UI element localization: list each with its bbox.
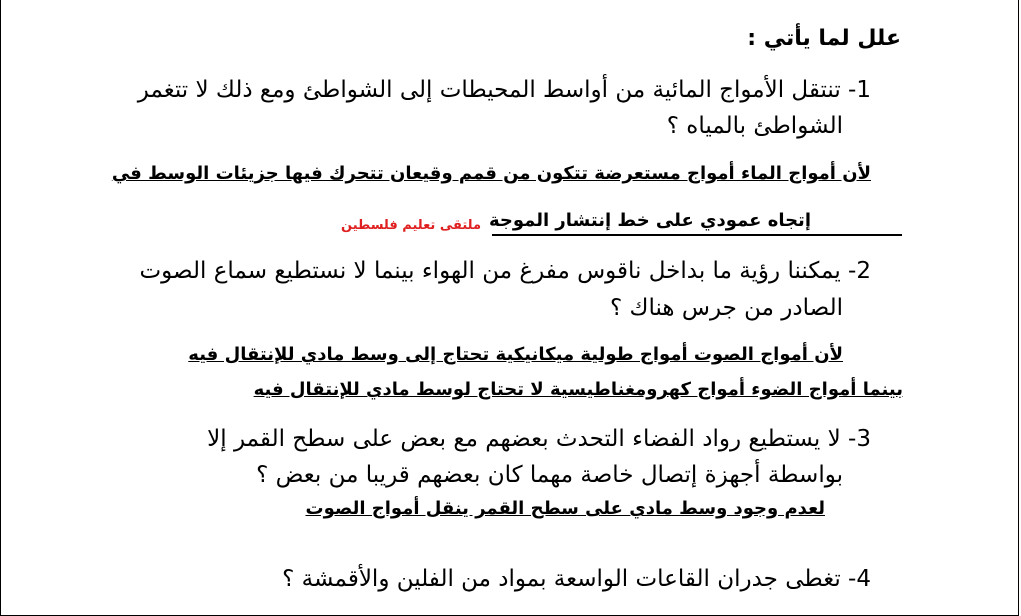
question-4-line-1: 4- تغطى جدران القاعات الواسعة بمواد من الفلين والأقمشة ؟ bbox=[282, 566, 871, 592]
section-heading: علل لما يأتي : bbox=[747, 26, 901, 51]
answer-3-line-1: لعدم وجود وسط مادي على سطح القمر ينقل أمواج الصوت bbox=[305, 498, 825, 519]
answer-1-line-2: إتجاه عمودي على خط إنتشار الموجة bbox=[489, 210, 811, 231]
question-3-line-1: 3- لا يستطيع رواد الفضاء التحدث بعضهم مع بعض على سطح القمر إلا bbox=[207, 426, 871, 452]
answer-2-line-2: بينما أمواج الضوء أمواج كهرومغناطيسية لا تحتاج لوسط مادي للإنتقال فيه bbox=[253, 379, 903, 400]
answer-1-line-1: لأن أمواج الماء أمواج مستعرضة تتكون من قمم وقيعان تتحرك فيها جزيئات الوسط في bbox=[111, 163, 871, 184]
question-1-line-2: الشواطئ بالمياه ؟ bbox=[666, 113, 843, 139]
question-1-line-1: 1- تنتقل الأمواج المائية من أواسط المحيطات إلى الشواطئ ومع ذلك لا تتغمر bbox=[137, 77, 871, 103]
answer-2-line-1: لأن أمواج الصوت أمواج طولية ميكانيكية تحتاج إلى وسط مادي للإنتقال فيه bbox=[188, 344, 843, 365]
answer-underline bbox=[492, 234, 902, 236]
question-3-line-2: بواسطة أجهزة إتصال خاصة مهما كان بعضهم قريبا من بعض ؟ bbox=[256, 462, 843, 488]
question-2-line-2: الصادر من جرس هناك ؟ bbox=[610, 295, 843, 321]
question-2-line-1: 2- يمكننا رؤية ما بداخل ناقوس مفرغ من الهواء بينما لا نستطيع سماع الصوت bbox=[139, 258, 871, 284]
watermark-text: ملتقى تعليم فلسطين bbox=[341, 218, 481, 233]
